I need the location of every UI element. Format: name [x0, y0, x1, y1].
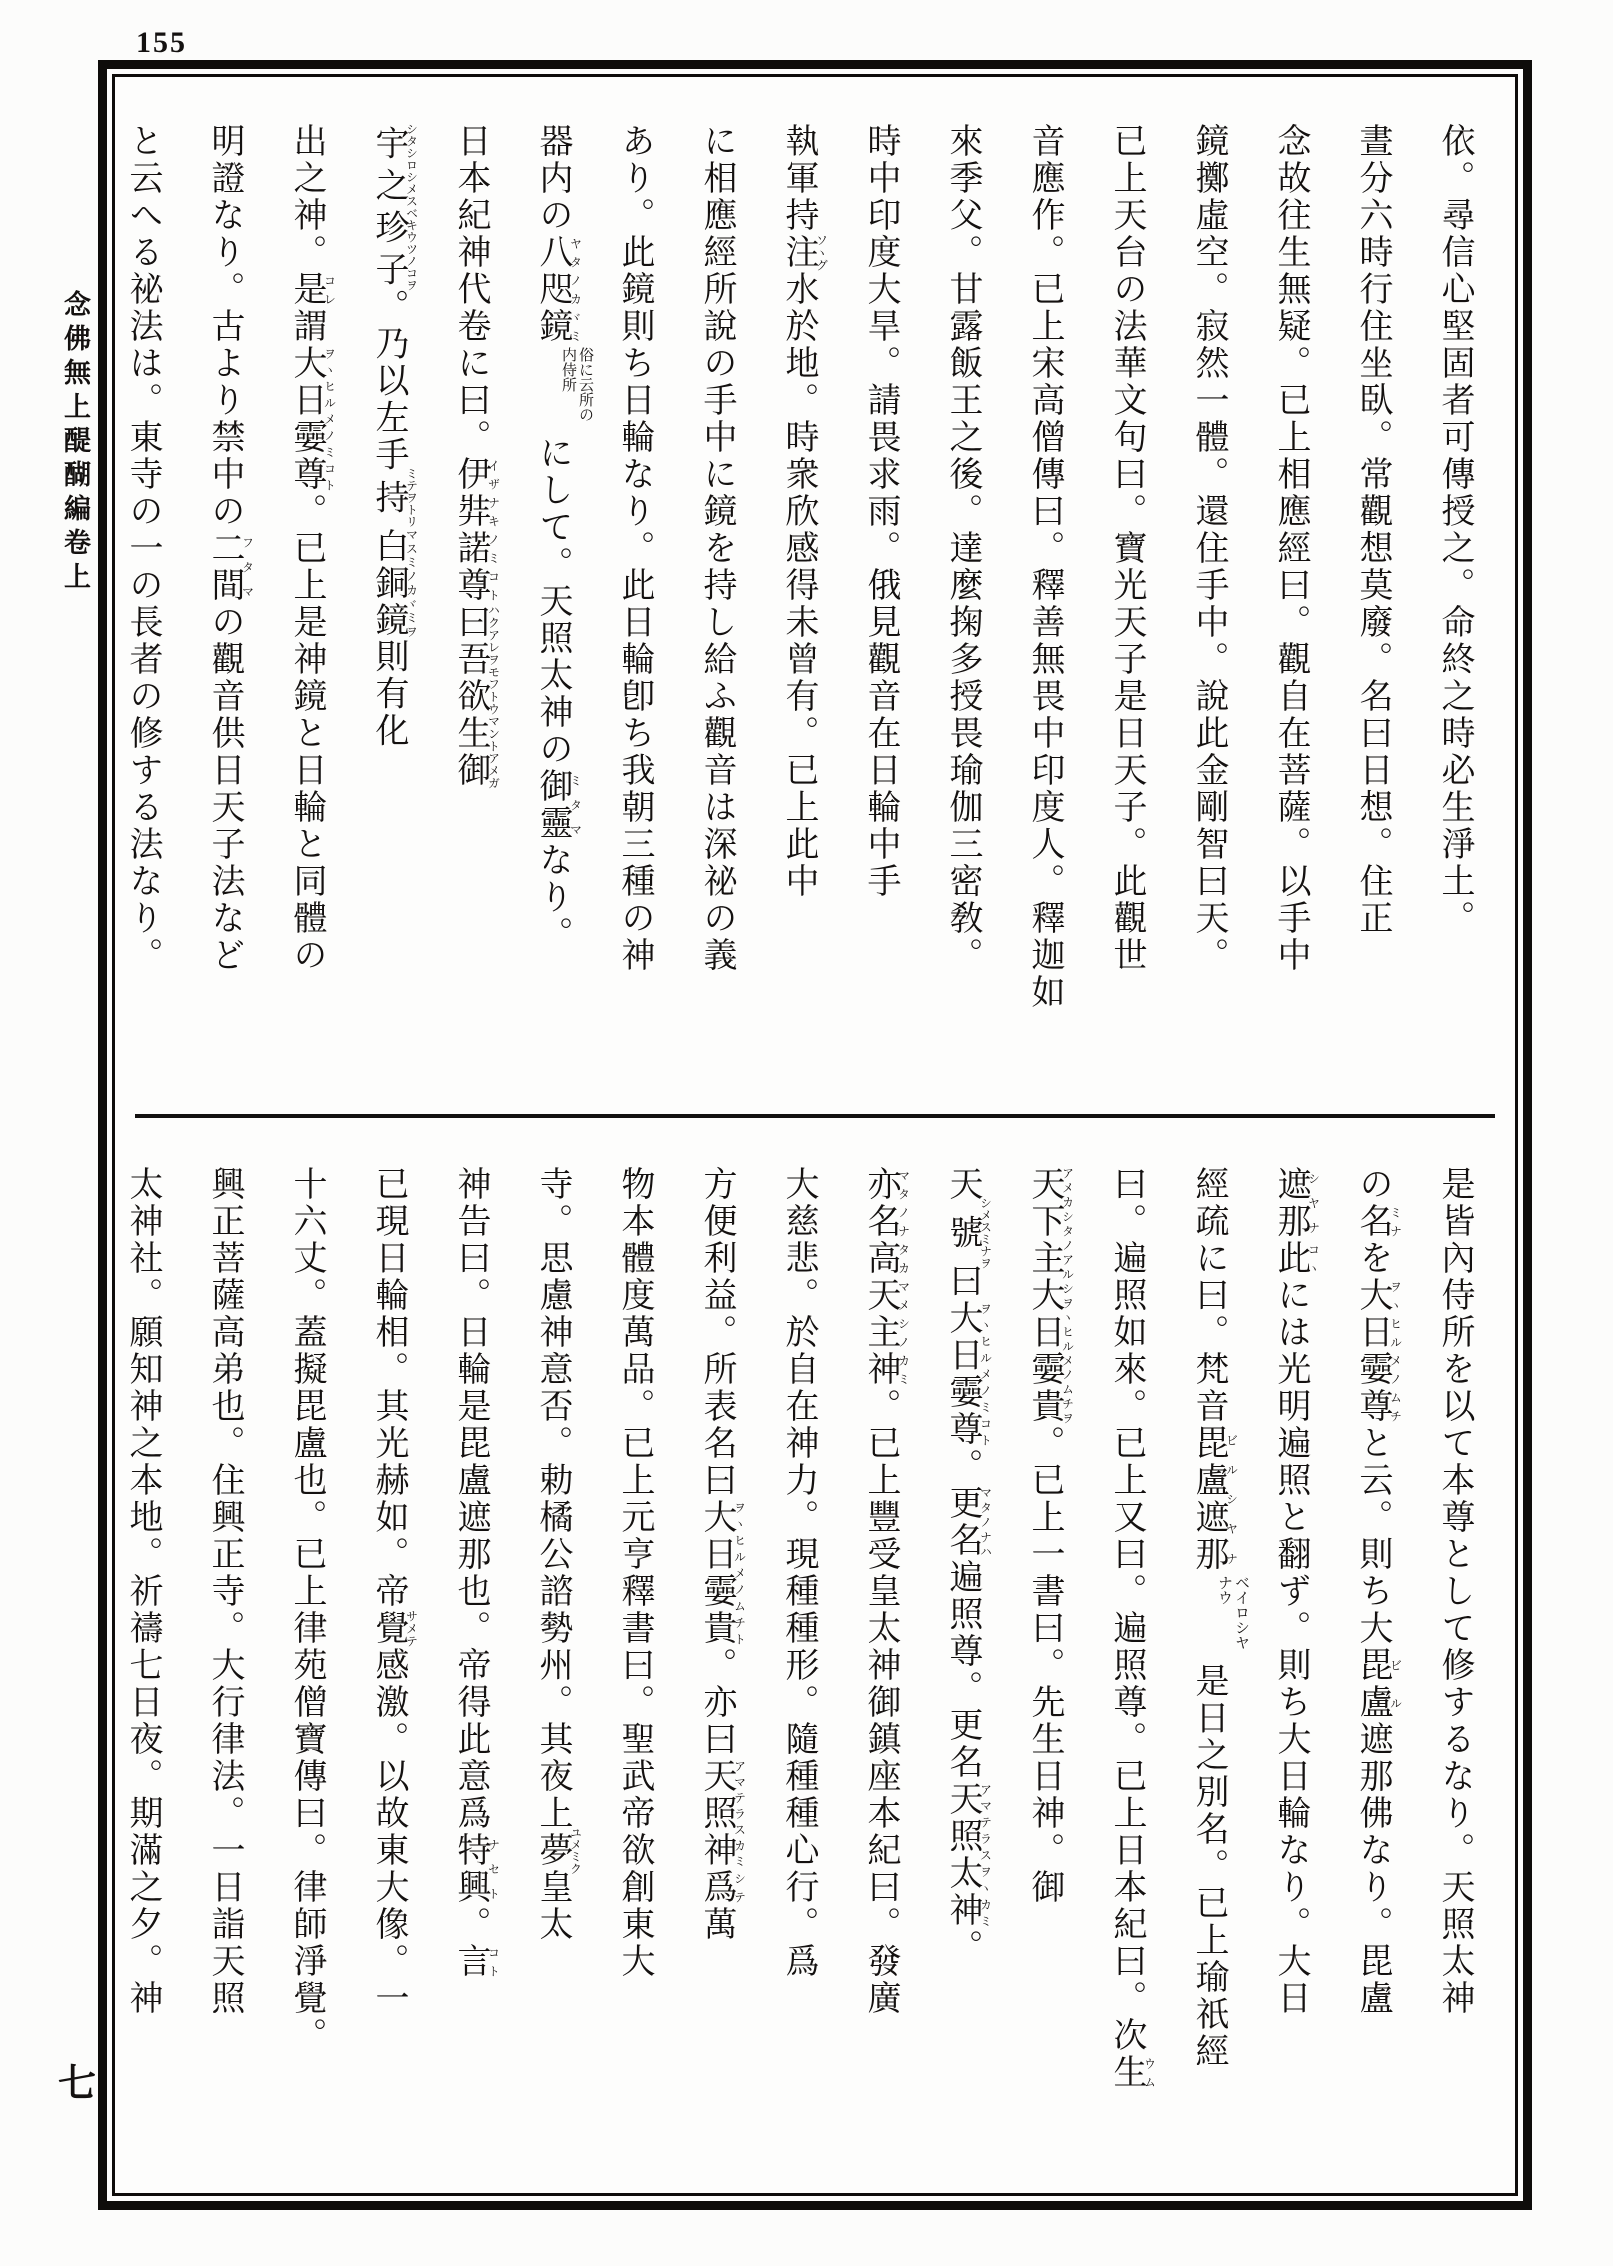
ruby-gloss: 大日孁尊ヲヽヒルメノミコト	[944, 1300, 993, 1449]
ruby-gloss: 毘盧ビル	[1354, 1647, 1403, 1722]
text-column: 晝分六時行住坐臥。常觀想莫廢。名曰日想。住正	[1354, 123, 1391, 937]
text-column: 器内の八咫鏡ヤタノカヾミ俗に云所の内侍所にして。天照太神の御靈ミタマなり。	[534, 123, 593, 953]
text-column: 大慈悲。於自在神力。現種種形。隨種種心行。爲	[780, 1166, 817, 1981]
upper-text-block	[124, 123, 1495, 1098]
ruby-gloss: 宇之珍子シタシロシメスベキウツノコヲ	[370, 123, 419, 291]
ruby-gloss: 注ソヽグ	[780, 234, 829, 271]
text-column: 已現日輪相。其光赫如。帝覺サメテ感激。以故東大像。一	[370, 1166, 419, 2018]
ruby-gloss: 是コレ	[288, 271, 337, 308]
margin-title: 念佛無上醍醐編卷上	[60, 290, 90, 596]
ruby-gloss: 生ウム	[1108, 2054, 1157, 2092]
ruby-gloss: 覺サメテ	[370, 1610, 419, 1648]
ruby-gloss: 高天主神タカマメシノカミ	[862, 1240, 911, 1389]
text-column: 明證なり。古より禁中の二間フタマの觀音供日天子法など	[206, 123, 255, 974]
ruby-gloss: 大日孁尊ヲヽヒルメノムチ	[1354, 1277, 1403, 1426]
ruby-gloss: 持ミテヲトリ	[370, 467, 419, 528]
text-column: 經疏に曰。梵音毘盧遮那ビルシヤナベイロシヤナウ是日之別名。已上瑜祇經	[1190, 1166, 1249, 2071]
ruby-gloss: 亦名マタノナ	[862, 1166, 911, 1241]
interlinear-note: 俗に云所の内侍所	[560, 347, 593, 422]
text-column: 興正菩薩高弟也。住興正寺。大行律法。一日詣天照	[206, 1166, 243, 2018]
text-column: 曰。遍照如來。已上又曰。遍照尊。已上日本紀曰。次生ウム	[1108, 1166, 1157, 2092]
text-column: に相應經所說の手中に鏡を持し給ふ觀音は深祕の義	[698, 123, 735, 974]
text-column: 十六丈。蓋擬毘盧也。已上律苑僧寶傳曰。律師淨覺。	[288, 1166, 325, 2055]
ruby-gloss: 大日孁貴ヲヽヒルメノムチト	[698, 1499, 747, 1648]
text-column: あり。此鏡則ち日輪なり。此日輪卽ち我朝三種の神	[616, 123, 653, 974]
ruby-gloss: 天下主大日孁貴アメカシタノアルシヲヽヒルメノムチヲ	[1026, 1166, 1075, 1426]
text-column: 天下主大日孁貴アメカシタノアルシヲヽヒルメノムチヲ。已上一書曰。先生日神。御	[1026, 1166, 1075, 1907]
ruby-gloss: 御靈ミタマ	[534, 768, 583, 842]
ruby-gloss: 八咫鏡ヤタノカヾミ	[534, 234, 583, 345]
ruby-gloss: 夢ユメミク	[534, 1826, 583, 1875]
text-column: 天號シメスミナヲ曰大日孁尊ヲヽヒルメノミコト。更名マタノナハ遍照尊。更名天照太神アマテラスヲヽカミ。	[944, 1166, 993, 1967]
text-column: 來季父。甘露飯王之後。達麼掬多授畏瑜伽三密敎。	[944, 123, 981, 974]
page-frame	[98, 60, 1532, 2210]
page-frame-inner-rule	[112, 74, 1518, 2196]
ruby-gloss: 伊弉諾尊イザナキノミコト	[452, 456, 501, 604]
text-column: 亦名マタノナ高天主神タカマメシノカミ。已上豐受皇太神御鎮座本紀曰。發廣	[862, 1166, 911, 2018]
text-column: 遮那シヤナ此コヽには光明遍照と翻ず。則ち大日輪なり。大日	[1272, 1166, 1321, 2018]
interlinear-note: ベイロシヤナウ	[1216, 1575, 1249, 1651]
text-column: 太神社。願知神之本地。祈禱七日夜。期滿之夕。神	[124, 1166, 161, 2018]
text-column: の名ミナを大日孁尊ヲヽヒルメノムチと云。則ち大毘盧ビル遮那佛なり。毘盧	[1354, 1166, 1403, 2018]
text-column: と云へる祕法は。東寺の一の長者の修する法なり。	[124, 123, 161, 974]
text-column: 依。尋信心堅固者可傳授之。命終之時必生淨土。	[1436, 123, 1473, 937]
text-column: 是皆內侍所を以て本尊として修するなり。天照太神	[1436, 1166, 1473, 2018]
page-number: 155	[136, 26, 187, 59]
text-column: 神告曰。日輪是毘盧遮那也。帝得此意爲特興ナセト。言コト	[452, 1166, 501, 1981]
section-divider	[135, 1114, 1495, 1118]
text-column: 出之神。是コレ謂大日孁尊ヲヽヒルメノミコト。已上是神鏡と日輪と同體の	[288, 123, 337, 974]
ruby-gloss: 天照神アマテラスカミ	[698, 1758, 747, 1870]
ruby-gloss: 此コヽ	[1272, 1240, 1321, 1278]
ruby-gloss: 言コト	[452, 1943, 501, 1981]
text-column: 已上天台の法華文句曰。寶光天子是日天子。此觀世	[1108, 123, 1145, 974]
ruby-gloss: 號シメスミナヲ	[944, 1197, 993, 1270]
ruby-gloss: 毘盧遮那ビルシヤナ	[1190, 1425, 1239, 1574]
text-column: 方便利益。所表名曰大日孁貴ヲヽヒルメノムチト。亦曰天照神アマテラスカミ爲シテ萬	[698, 1166, 747, 1944]
text-column: 寺。思慮神意否。勅橘公諮勢州。其夜上夢ユメミク皇太	[534, 1166, 583, 1944]
ruby-gloss: 大日孁尊ヲヽヒルメノミコト	[288, 345, 337, 493]
text-column: 日本紀神代卷に曰。伊弉諾尊イザナキノミコト曰吾欲生御ハクアレヲモフトウマントアメガ	[452, 123, 501, 789]
text-column: 時中印度大旱。請畏求雨。俄見觀音在日輪中手	[862, 123, 899, 900]
text-column: 執軍持注ソヽグ水於地。時衆欣感得未曾有。已上此中	[780, 123, 829, 900]
ruby-gloss: 更名マタノナハ	[944, 1485, 993, 1560]
ruby-gloss: 遮那シヤナ	[1272, 1166, 1321, 1241]
text-column: 鏡擲虛空。寂然一體。還住手中。說此金剛智曰天。	[1190, 123, 1227, 974]
ruby-gloss: 天照太神アマテラスヲヽカミ	[944, 1781, 993, 1930]
lower-text-block	[124, 1166, 1495, 2169]
ruby-gloss: 二間フタマ	[206, 530, 255, 604]
ruby-gloss: 白銅鏡マスミノカヾミヲ	[370, 527, 419, 639]
text-column: 音應作。已上宋高僧傳曰。釋善無畏中印度人。釋迦如	[1026, 123, 1063, 1011]
text-column: 宇之珍子シタシロシメスベキウツノコヲ。乃以左手持ミテヲトリ白銅鏡マスミノカヾミヲ則有化	[370, 123, 419, 750]
text-column: 念故往生無疑。已上相應經曰。觀自在菩薩。以手中	[1272, 123, 1309, 974]
ruby-gloss: 名ミナ	[1354, 1203, 1403, 1241]
text-column: 物本體度萬品。已上元亨釋書曰。聖武帝欲創東大	[616, 1166, 653, 1981]
ruby-gloss: 爲シテ	[698, 1869, 747, 1907]
ruby-gloss: 曰吾欲生御ハクアレヲモフトウマントアメガ	[452, 604, 501, 789]
folio-number: 七	[58, 2063, 97, 2105]
ruby-gloss: 特興ナセト	[452, 1832, 501, 1907]
